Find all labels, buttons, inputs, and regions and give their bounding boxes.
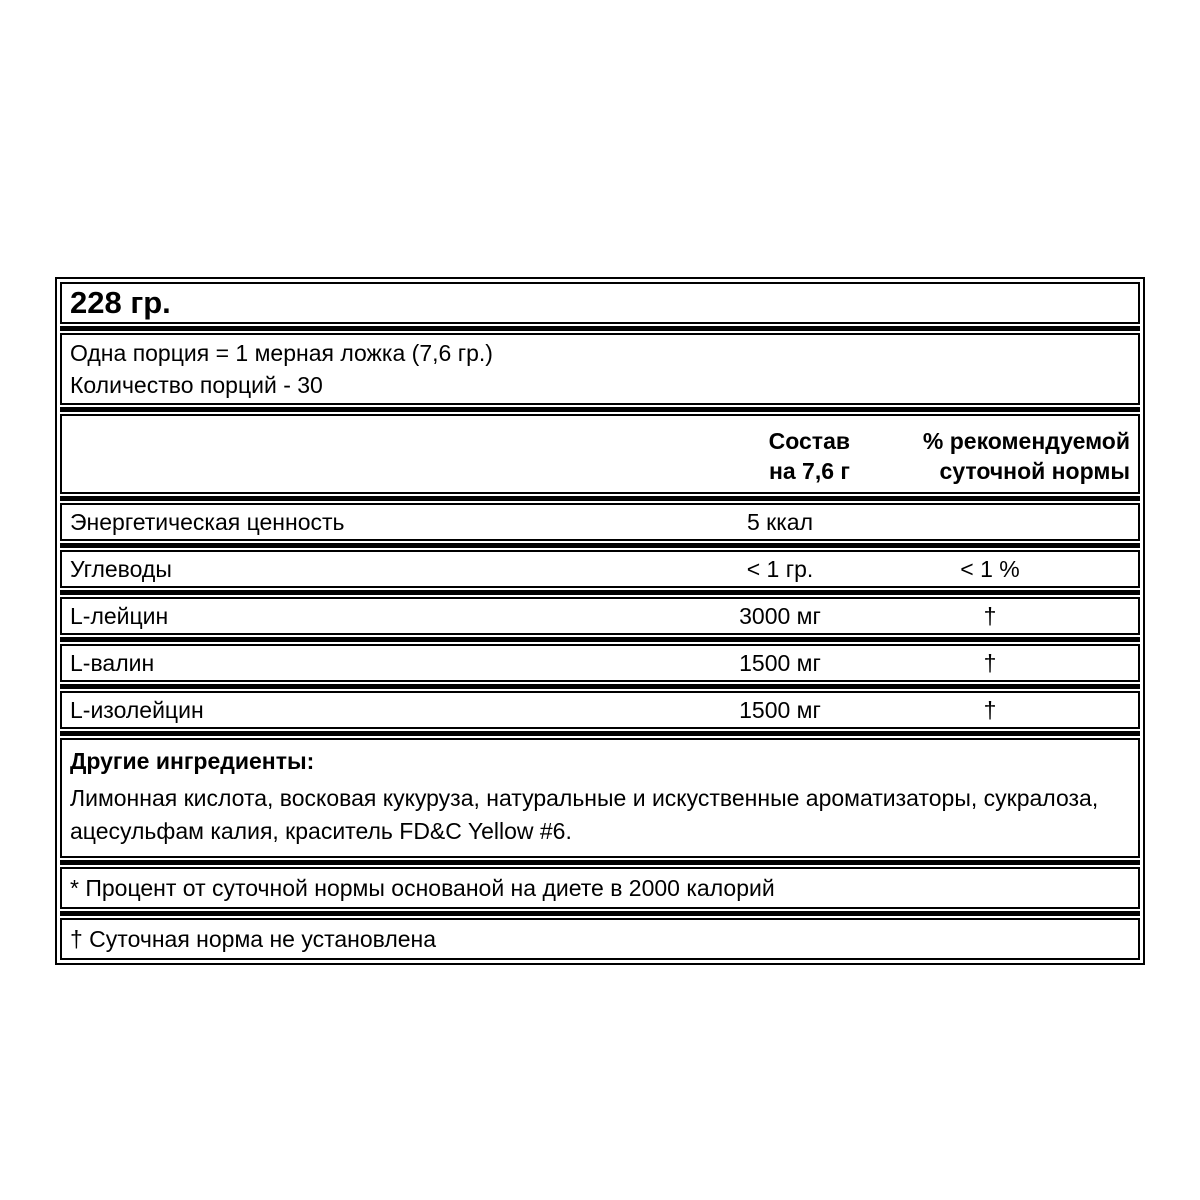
thick-divider (60, 637, 1140, 642)
column-header-amount (710, 426, 850, 486)
column-header-dv-line2: суточной нормы (939, 458, 1130, 484)
footnote-daily-value-text: * Процент от суточной нормы основаной на диете в 2000 калорий (70, 875, 775, 901)
column-header-dv (850, 426, 1130, 486)
thick-divider (60, 684, 1140, 689)
net-weight-value: 228 гр. (70, 285, 171, 320)
table-row-isoleucine (60, 691, 1140, 729)
nutrient-amount: 1500 мг (739, 697, 821, 723)
column-header-dv-line1: % рекомендуемой (922, 428, 1130, 454)
thick-divider (60, 326, 1140, 331)
serving-size-line: Одна порция = 1 мерная ложка (7,6 гр.) (70, 340, 493, 366)
thick-divider (60, 860, 1140, 865)
table-header-row (60, 414, 1140, 494)
nutrient-name: Углеводы (70, 556, 172, 582)
thick-divider (60, 496, 1140, 501)
nutrient-amount: 1500 мг (739, 650, 821, 676)
nutrition-facts-label (55, 277, 1145, 965)
table-row-valine (60, 644, 1140, 682)
thick-divider (60, 731, 1140, 736)
nutrient-name: L-валин (70, 650, 155, 676)
footnote-daily-value (60, 867, 1140, 909)
table-row-leucine (60, 597, 1140, 635)
nutrient-name: Энергетическая ценность (70, 509, 345, 535)
other-ingredients-text: Лимонная кислота, восковая кукуруза, натуральные и искуственные ароматизаторы, сукралоза, ацесульфам калия, краситель FD&C Yellow #6. (70, 785, 1099, 844)
nutrient-dv: † (983, 650, 997, 676)
nutrient-amount: < 1 гр. (746, 556, 814, 582)
table-row-carbs (60, 550, 1140, 588)
nutrient-amount: 5 ккал (746, 509, 814, 535)
thick-divider (60, 590, 1140, 595)
footnote-dagger (60, 918, 1140, 960)
serving-info-row (60, 333, 1140, 405)
column-header-amount-line2: на 7,6 г (768, 458, 850, 484)
net-weight-row (60, 282, 1140, 324)
servings-per-container-line: Количество порций - 30 (70, 372, 323, 398)
nutrient-name: L-изолейцин (70, 697, 204, 723)
thick-divider (60, 543, 1140, 548)
other-ingredients-row (60, 738, 1140, 858)
nutrient-dv: † (983, 603, 997, 629)
nutrient-name: L-лейцин (70, 603, 169, 629)
footnote-dagger-text: † Суточная норма не установлена (70, 926, 437, 952)
column-header-amount-line1: Состав (768, 428, 850, 454)
thick-divider (60, 911, 1140, 916)
nutrient-dv: † (983, 697, 997, 723)
table-row-energy (60, 503, 1140, 541)
nutrient-dv: < 1 % (960, 556, 1020, 582)
nutrient-amount: 3000 мг (739, 603, 821, 629)
thick-divider (60, 407, 1140, 412)
other-ingredients-heading: Другие ингредиенты: (70, 748, 315, 774)
